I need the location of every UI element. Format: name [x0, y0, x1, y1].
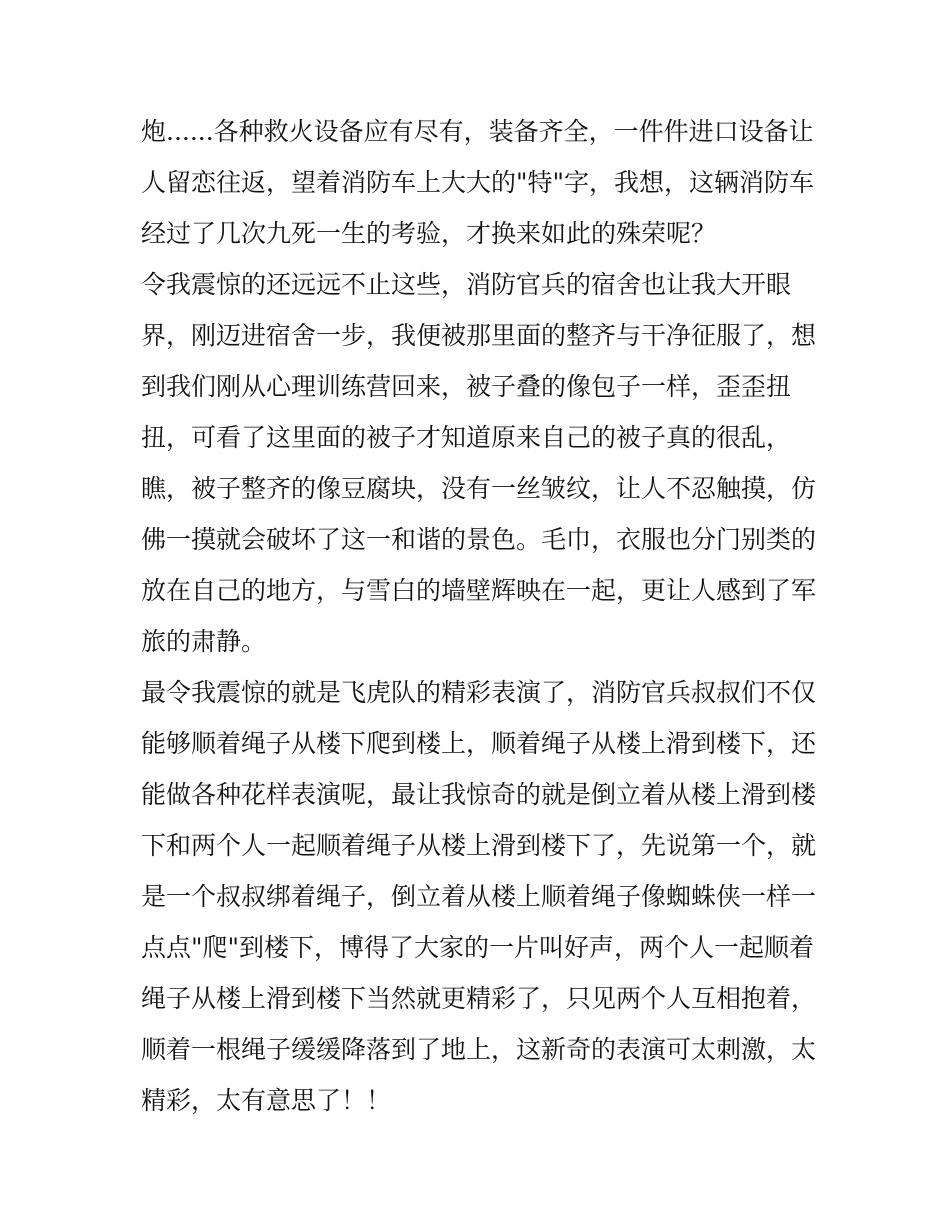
text-line: 令我震惊的还远远不止这些，消防官兵的宿舍也让我大开眼	[141, 270, 792, 299]
text-line: 精彩，太有意思了！！	[141, 1086, 392, 1115]
text-line: 瞧，被子整齐的像豆腐块，没有一丝皱纹，让人不忍触摸，仿	[141, 474, 817, 503]
text-line: 炮......各种救火设备应有尽有，装备齐全，一件件进口设备让	[141, 117, 814, 146]
text-line: 点点"爬"到楼下，博得了大家的一片叫好声，两个人一起顺着	[141, 933, 815, 962]
text-line: 能做各种花样表演呢，最让我惊奇的就是倒立着从楼上滑到楼	[141, 780, 817, 809]
text-line: 放在自己的地方，与雪白的墙壁辉映在一起，更让人感到了军	[141, 576, 817, 605]
text-line: 到我们刚从心理训练营回来，被子叠的像包子一样，歪歪扭	[141, 372, 792, 401]
text-line: 人留恋往返，望着消防车上大大的"特"字，我想，这辆消防车	[141, 168, 815, 197]
text-line: 绳子从楼上滑到楼下当然就更精彩了，只见两个人互相抱着，	[141, 984, 817, 1013]
text-line: 扭，可看了这里面的被子才知道原来自己的被子真的很乱，	[141, 423, 792, 452]
text-line: 顺着一根绳子缓缓降落到了地上，这新奇的表演可太刺激，太	[141, 1035, 817, 1064]
text-line: 下和两个人一起顺着绳子从楼上滑到楼下了，先说第一个，就	[141, 831, 817, 860]
text-line: 最令我震惊的就是飞虎队的精彩表演了，消防官兵叔叔们不仅	[141, 678, 817, 707]
text-line: 佛一摸就会破坏了这一和谐的景色。毛巾，衣服也分门别类的	[141, 525, 817, 554]
text-line: 是一个叔叔绑着绳子，倒立着从楼上顺着绳子像蜘蛛侠一样一	[141, 882, 817, 911]
text-line: 旅的肃静。	[141, 627, 267, 656]
text-line: 能够顺着绳子从楼下爬到楼上，顺着绳子从楼上滑到楼下，还	[141, 729, 817, 758]
text-line: 界，刚迈进宿舍一步，我便被那里面的整齐与干净征服了，想	[141, 321, 817, 350]
essay-body	[141, 106, 821, 1126]
text-line: 经过了几次九死一生的考验，才换来如此的殊荣呢？	[141, 219, 717, 248]
